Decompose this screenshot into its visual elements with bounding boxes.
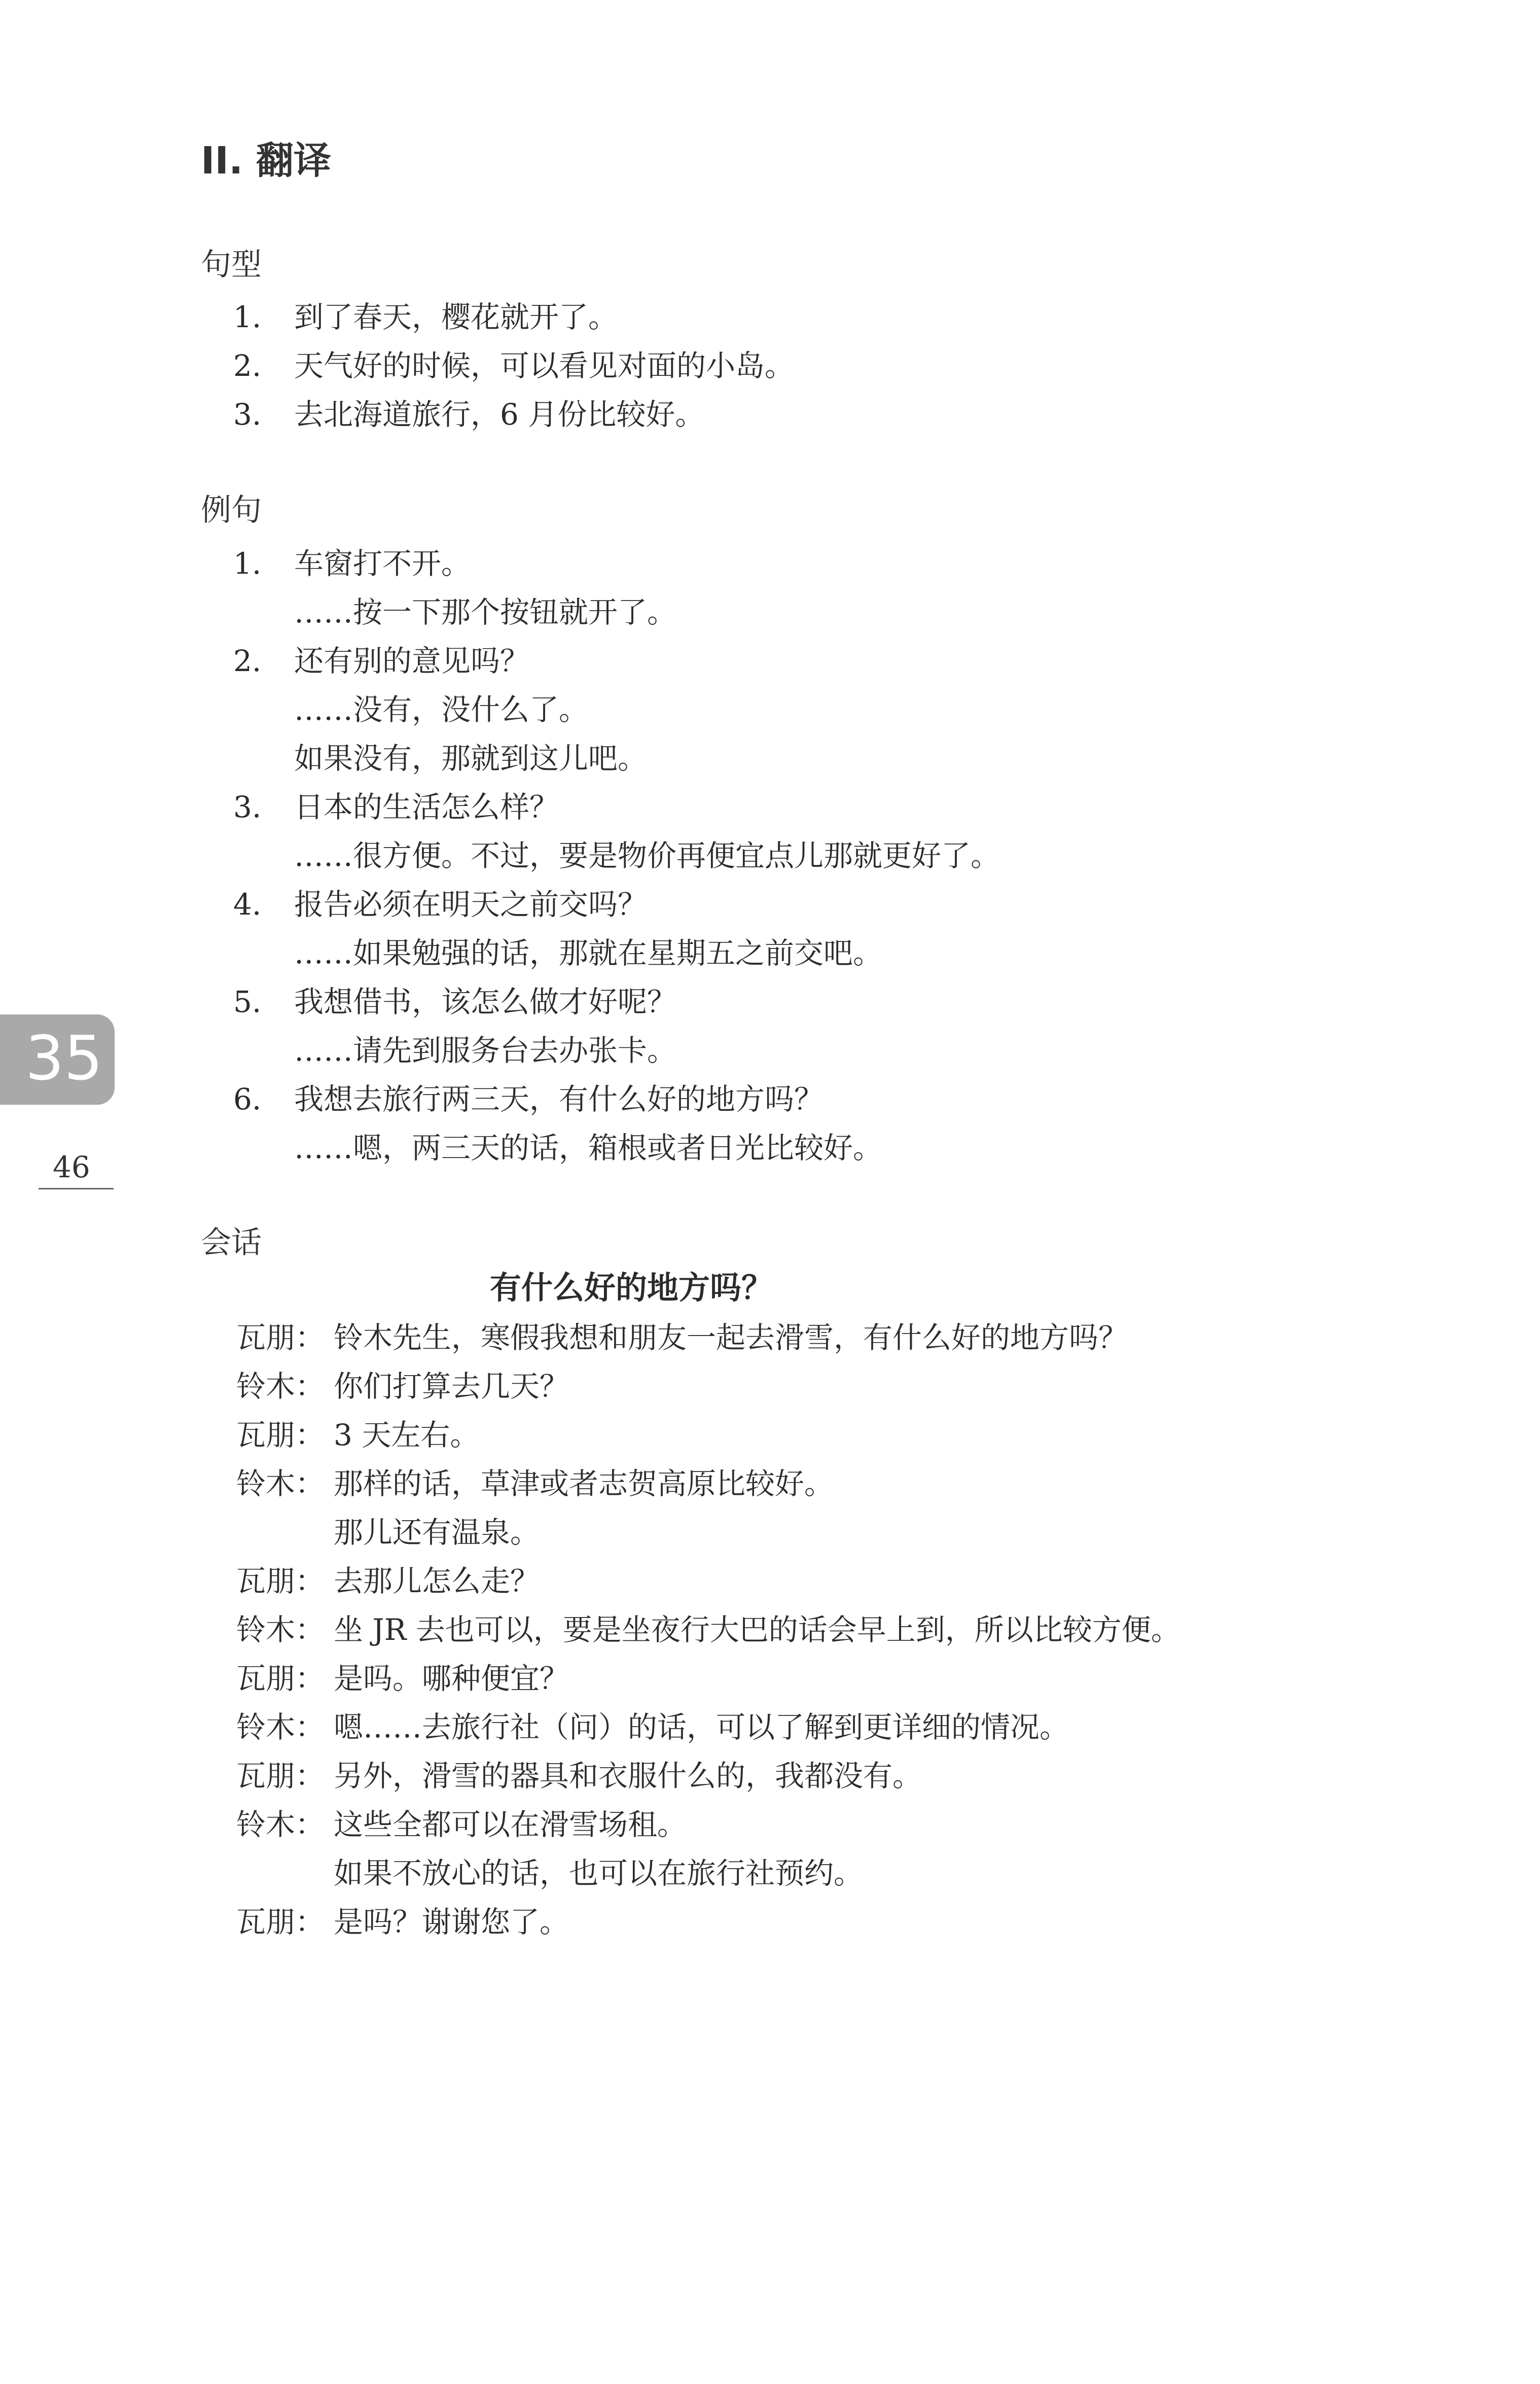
pattern-number: 1. [233, 300, 262, 334]
dialog-speaker: 铃木： [236, 1466, 325, 1501]
example-number: 3. [233, 790, 262, 824]
dialog-title: 有什么好的地方吗？ [490, 1269, 773, 1306]
section-heading: II. 翻译 [201, 139, 331, 183]
dialog-line: 是吗。哪种便宜？ [334, 1661, 569, 1696]
dialog-line-continued: 如果不放心的话，也可以在旅行社预约。 [334, 1856, 864, 1890]
example-question: 我想借书，该怎么做才好呢？ [294, 985, 677, 1019]
dialog-line-continued: 那儿还有温泉。 [334, 1515, 540, 1550]
pattern-sentence: 去北海道旅行，6 月份比较好。 [294, 397, 705, 432]
example-question: 车窗打不开。 [294, 546, 471, 581]
dialog-line: 另外，滑雪的器具和衣服什么的，我都没有。 [334, 1759, 922, 1793]
dialog-speaker: 瓦朋： [236, 1661, 325, 1696]
dialog-speaker: 瓦朋： [236, 1418, 325, 1452]
example-question: 日本的生活怎么样？ [294, 790, 559, 824]
example-question: 还有别的意见吗？ [294, 644, 530, 678]
conversation-title: 会话 [201, 1225, 262, 1260]
example-answer: ……嗯，两三天的话，箱根或者日光比较好。 [294, 1131, 883, 1165]
dialog-speaker: 铃木： [236, 1807, 325, 1842]
pattern-sentence: 到了春天，樱花就开了。 [294, 300, 618, 334]
example-number: 1. [233, 546, 262, 581]
page-number: 46 [53, 1150, 90, 1184]
example-question: 报告必须在明天之前交吗？ [294, 887, 648, 922]
page-number-rule [39, 1188, 114, 1189]
example-number: 2. [233, 644, 262, 678]
dialog-speaker: 铃木： [236, 1612, 325, 1647]
pattern-number: 3. [233, 397, 262, 432]
dialog-line: 嗯……去旅行社（问）的话，可以了解到更详细的情况。 [334, 1710, 1069, 1744]
example-number: 5. [233, 985, 262, 1019]
example-question: 我想去旅行两三天，有什么好的地方吗？ [294, 1082, 824, 1116]
dialog-line: 你们打算去几天？ [334, 1369, 569, 1404]
dialog-line: 铃木先生，寒假我想和朋友一起去滑雪，有什么好的地方吗？ [334, 1320, 1128, 1355]
dialog-speaker: 瓦朋： [236, 1905, 325, 1939]
example-answer: ……没有，没什么了。 [294, 692, 589, 727]
example-number: 6. [233, 1082, 262, 1116]
example-answer: ……按一下那个按钮就开了。 [294, 595, 677, 629]
dialog-line: 3 天左右。 [334, 1418, 480, 1452]
example-answer: 如果没有，那就到这儿吧。 [294, 741, 648, 776]
pattern-number: 2. [233, 348, 262, 383]
dialog-line: 这些全都可以在滑雪场租。 [334, 1807, 687, 1842]
example-sentences-title: 例句 [201, 493, 262, 528]
dialog-speaker: 铃木： [236, 1369, 325, 1404]
dialog-speaker: 瓦朋： [236, 1759, 325, 1793]
dialog-line: 是吗？谢谢您了。 [334, 1905, 569, 1939]
dialog-speaker: 瓦朋： [236, 1564, 325, 1598]
example-answer: ……如果勉强的话，那就在星期五之前交吧。 [294, 936, 883, 970]
dialog-line: 坐 JR 去也可以，要是坐夜行大巴的话会早上到，所以比较方便。 [334, 1612, 1180, 1647]
example-answer: ……很方便。不过，要是物价再便宜点儿那就更好了。 [294, 838, 1000, 873]
chapter-number: 35 [25, 1024, 103, 1094]
example-answer: ……请先到服务台去办张卡。 [294, 1033, 677, 1068]
example-number: 4. [233, 887, 262, 922]
dialog-line: 去那儿怎么走？ [334, 1564, 540, 1598]
sentence-patterns-title: 句型 [201, 247, 262, 283]
chapter-tab [0, 1014, 115, 1105]
dialog-speaker: 瓦朋： [236, 1320, 325, 1355]
pattern-sentence: 天气好的时候，可以看见对面的小岛。 [294, 348, 795, 383]
dialog-line: 那样的话，草津或者志贺高原比较好。 [334, 1466, 834, 1501]
dialog-speaker: 铃木： [236, 1710, 325, 1744]
